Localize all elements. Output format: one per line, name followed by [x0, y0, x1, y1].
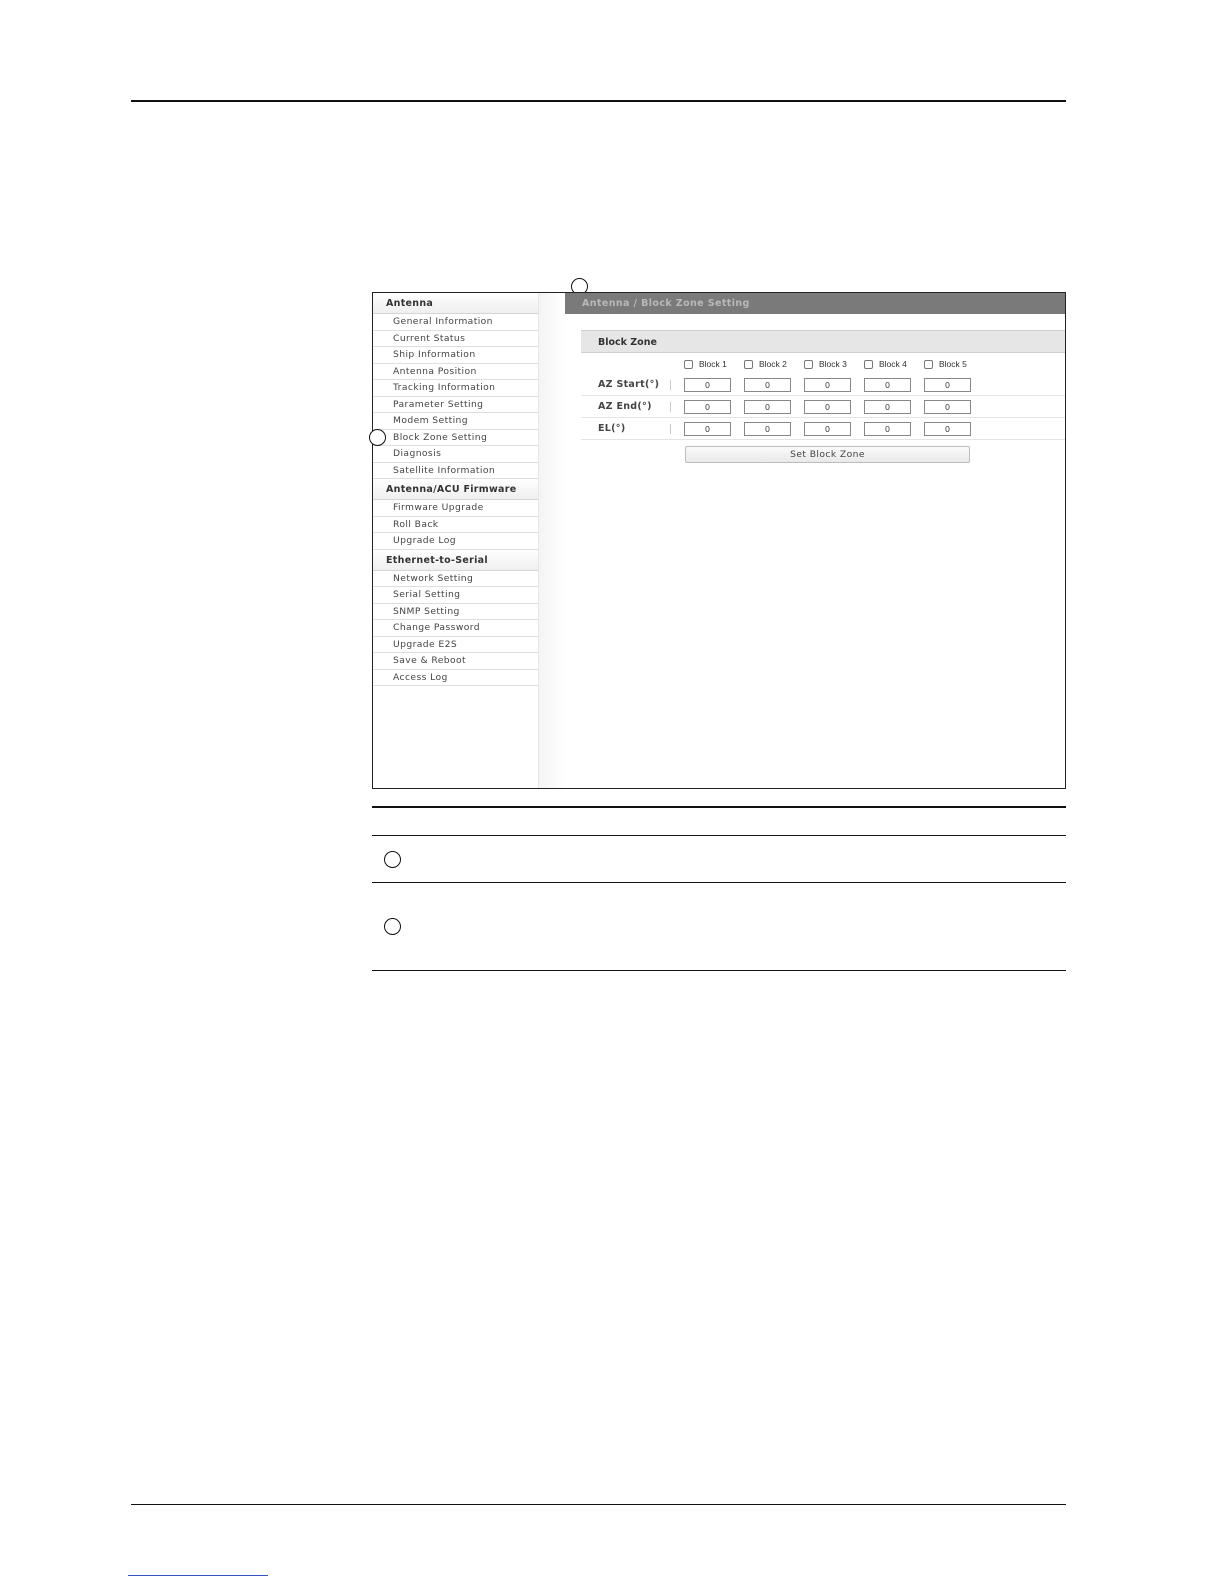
row-separator [670, 402, 671, 412]
legend-table-rule [372, 882, 1066, 883]
block-label: Block 3 [819, 359, 847, 369]
block-label: Block 4 [879, 359, 907, 369]
az-start-row [581, 374, 1066, 396]
block-1-checkbox[interactable] [684, 358, 727, 370]
az-end-label: AZ End(°) [598, 401, 652, 412]
checkbox-icon[interactable] [924, 360, 933, 369]
sidebar-item-tracking-information[interactable]: Tracking Information [373, 380, 538, 397]
block-label: Block 5 [939, 359, 967, 369]
az-start-block-1-input[interactable]: 0 [684, 378, 731, 392]
sidebar-item-access-log[interactable]: Access Log [373, 670, 538, 687]
sidebar-item-firmware-upgrade[interactable]: Firmware Upgrade [373, 500, 538, 517]
el-row [581, 418, 1066, 440]
el-block-3-input[interactable]: 0 [804, 422, 851, 436]
checkbox-icon[interactable] [864, 360, 873, 369]
sidebar-item-block-zone-setting[interactable]: Block Zone Setting [373, 430, 538, 447]
block-label: Block 2 [759, 359, 787, 369]
page-bottom-rule [131, 1504, 1066, 1505]
az-start-block-3-input[interactable]: 0 [804, 378, 851, 392]
legend-callout-2 [384, 918, 401, 935]
sidebar-item-upgrade-log[interactable]: Upgrade Log [373, 533, 538, 550]
sidebar-section-firmware[interactable]: Antenna/ACU Firmware [373, 479, 538, 500]
block-2-checkbox[interactable] [744, 358, 787, 370]
az-end-block-4-input[interactable]: 0 [864, 400, 911, 414]
sidebar-menu [373, 293, 539, 788]
sidebar-item-network-setting[interactable]: Network Setting [373, 571, 538, 588]
row-separator [670, 380, 671, 390]
az-start-block-4-input[interactable]: 0 [864, 378, 911, 392]
az-start-block-2-input[interactable]: 0 [744, 378, 791, 392]
main-content [565, 293, 1066, 788]
sidebar-item-current-status[interactable]: Current Status [373, 331, 538, 348]
page-top-rule [131, 100, 1066, 102]
block-checkbox-row [581, 355, 1066, 373]
legend-table-rule [372, 835, 1066, 836]
el-block-5-input[interactable]: 0 [924, 422, 971, 436]
az-end-block-1-input[interactable]: 0 [684, 400, 731, 414]
set-block-zone-button[interactable]: Set Block Zone [685, 446, 970, 463]
block-4-checkbox[interactable] [864, 358, 907, 370]
sidebar-item-antenna-position[interactable]: Antenna Position [373, 364, 538, 381]
az-end-block-5-input[interactable]: 0 [924, 400, 971, 414]
sidebar-item-save-reboot[interactable]: Save & Reboot [373, 653, 538, 670]
panel-title: Block Zone [581, 330, 1066, 353]
block-label: Block 1 [699, 359, 727, 369]
sidebar-item-diagnosis[interactable]: Diagnosis [373, 446, 538, 463]
az-end-row [581, 396, 1066, 418]
legend-table-top-rule [372, 806, 1066, 808]
az-end-block-2-input[interactable]: 0 [744, 400, 791, 414]
breadcrumb: Antenna / Block Zone Setting [565, 293, 1066, 314]
sidebar-shadow [539, 293, 565, 788]
legend-table-bottom-rule [372, 970, 1066, 971]
el-block-4-input[interactable]: 0 [864, 422, 911, 436]
sidebar-item-modem-setting[interactable]: Modem Setting [373, 413, 538, 430]
row-separator [670, 424, 671, 434]
block-5-checkbox[interactable] [924, 358, 967, 370]
checkbox-icon[interactable] [744, 360, 753, 369]
sidebar-item-ship-information[interactable]: Ship Information [373, 347, 538, 364]
sidebar-section-antenna[interactable]: Antenna [373, 293, 538, 314]
el-block-1-input[interactable]: 0 [684, 422, 731, 436]
checkbox-icon[interactable] [684, 360, 693, 369]
az-start-block-5-input[interactable]: 0 [924, 378, 971, 392]
sidebar-item-snmp-setting[interactable]: SNMP Setting [373, 604, 538, 621]
sidebar-item-serial-setting[interactable]: Serial Setting [373, 587, 538, 604]
screenshot-frame [372, 292, 1066, 789]
checkbox-icon[interactable] [804, 360, 813, 369]
el-label: EL(°) [598, 423, 626, 434]
sidebar-item-satellite-information[interactable]: Satellite Information [373, 463, 538, 480]
sidebar-item-parameter-setting[interactable]: Parameter Setting [373, 397, 538, 414]
callout-marker-menu [369, 429, 386, 446]
az-end-block-3-input[interactable]: 0 [804, 400, 851, 414]
sidebar-item-general-information[interactable]: General Information [373, 314, 538, 331]
sidebar-item-change-password[interactable]: Change Password [373, 620, 538, 637]
block-3-checkbox[interactable] [804, 358, 847, 370]
sidebar-section-ethernet-to-serial[interactable]: Ethernet-to-Serial [373, 550, 538, 571]
az-start-label: AZ Start(°) [598, 379, 660, 390]
footer-link-underline [128, 1575, 268, 1576]
sidebar-item-roll-back[interactable]: Roll Back [373, 517, 538, 534]
el-block-2-input[interactable]: 0 [744, 422, 791, 436]
sidebar-item-upgrade-e2s[interactable]: Upgrade E2S [373, 637, 538, 654]
legend-callout-1 [384, 851, 401, 868]
